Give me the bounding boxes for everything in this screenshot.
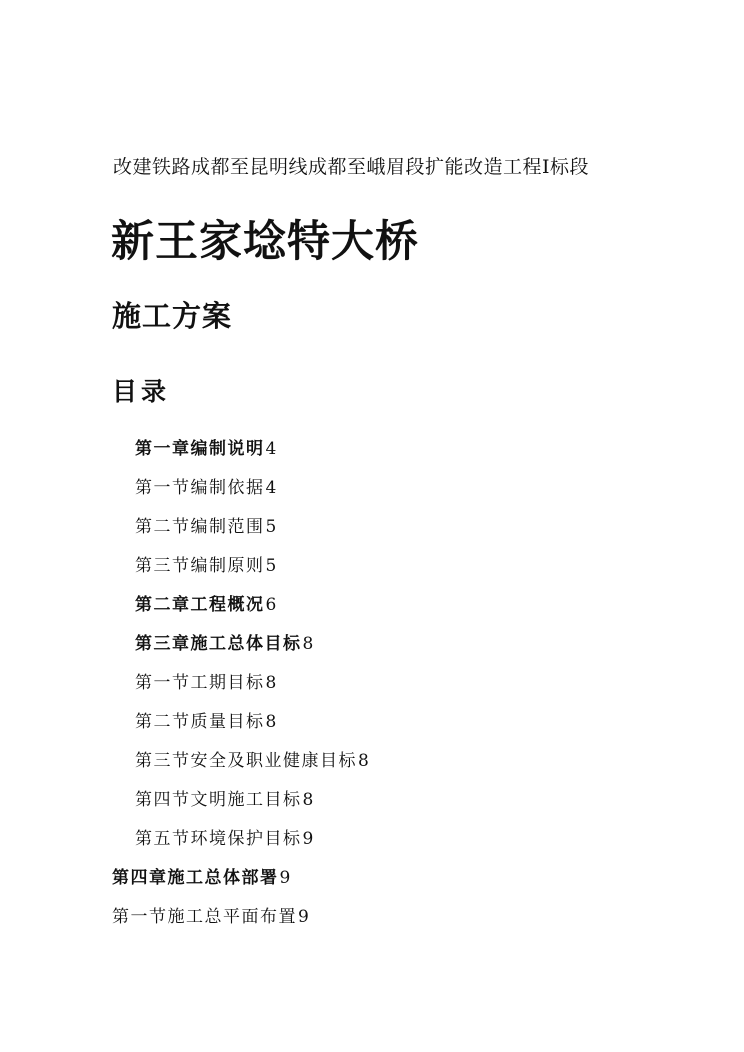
document-type-title: 施工方案 <box>112 299 233 333</box>
toc-entry-page: 8 <box>302 634 315 654</box>
toc-entry[interactable] <box>135 438 278 460</box>
toc-heading: 目录 <box>112 377 171 406</box>
toc-entry-label: 第三章施工总体目标 <box>135 634 302 654</box>
toc-entry-label: 第四节文明施工目标 <box>135 790 302 810</box>
toc-entry[interactable] <box>135 828 315 850</box>
toc-entry-label: 第五节环境保护目标 <box>135 829 302 849</box>
toc-entry[interactable] <box>112 867 292 889</box>
toc-entry-label: 第二节质量目标 <box>135 712 265 732</box>
toc-entry-label: 第四章施工总体部署 <box>112 868 279 888</box>
toc-entry[interactable] <box>112 906 310 928</box>
toc-entry-label: 第二节编制范围 <box>135 517 265 537</box>
toc-entry-label: 第三节安全及职业健康目标 <box>135 751 357 771</box>
toc-entry[interactable] <box>135 672 278 694</box>
toc-entry[interactable] <box>135 789 315 811</box>
toc-entry-page: 5 <box>265 517 278 537</box>
toc-entry-label: 第三节编制原则 <box>135 556 265 576</box>
toc-entry-page: 4 <box>265 478 278 498</box>
bridge-title: 新王家埝特大桥 <box>111 217 419 267</box>
toc-entry-label: 第一节施工总平面布置 <box>112 907 297 927</box>
toc-entry[interactable] <box>135 594 278 616</box>
toc-entry-label: 第二章工程概况 <box>135 595 265 615</box>
toc-entry[interactable] <box>135 555 278 577</box>
project-line: 改建铁路成都至昆明线成都至峨眉段扩能改造工程Ⅰ标段 <box>113 156 590 178</box>
toc-entry[interactable] <box>135 633 315 655</box>
toc-entry-page: 8 <box>302 790 315 810</box>
toc-entry-label: 第一节编制依据 <box>135 478 265 498</box>
toc-entry-page: 5 <box>265 556 278 576</box>
toc-entry-label: 第一节工期目标 <box>135 673 265 693</box>
toc-entry-page: 9 <box>279 868 292 888</box>
toc-entry[interactable] <box>135 477 278 499</box>
toc-entry-page: 4 <box>265 439 278 459</box>
toc-entry[interactable] <box>135 516 278 538</box>
toc-entry[interactable] <box>135 711 278 733</box>
toc-entry-page: 6 <box>265 595 278 615</box>
toc-entry-label: 第一章编制说明 <box>135 439 265 459</box>
toc-entry-page: 8 <box>265 673 278 693</box>
toc-entry-page: 8 <box>265 712 278 732</box>
toc-entry[interactable] <box>135 750 370 772</box>
toc-entry-page: 9 <box>302 829 315 849</box>
toc-entry-page: 8 <box>358 751 371 771</box>
toc-entry-page: 9 <box>298 907 311 927</box>
